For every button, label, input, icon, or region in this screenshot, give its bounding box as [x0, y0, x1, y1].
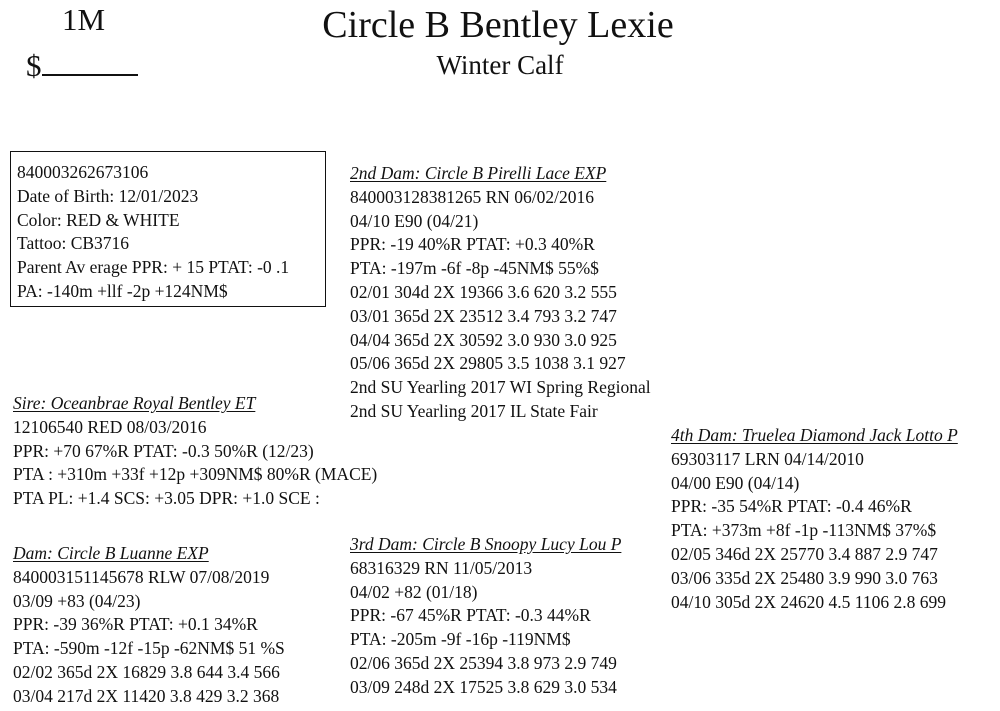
- third-dam-line: 02/06 365d 2X 25394 3.8 973 2.9 749: [350, 652, 617, 673]
- second-dam-heading: 2nd Dam: Circle B Pirelli Lace EXP: [350, 163, 607, 183]
- third-dam-block: [350, 533, 621, 700]
- sire-line: PPR: +70 67%R PTAT: -0.3 50%R (12/23): [13, 440, 314, 461]
- registration-number: 840003262673106: [17, 162, 149, 182]
- fourth-dam-line: 04/10 305d 2X 24620 4.5 1106 2.8 699: [671, 591, 946, 612]
- third-dam-line: 68316329 RN 11/05/2013: [350, 557, 533, 578]
- dam-heading: Dam: Circle B Luanne EXP: [13, 543, 209, 563]
- dam-line: 03/09 +83 (04/23): [13, 590, 141, 611]
- third-dam-line: 04/02 +82 (01/18): [350, 581, 478, 602]
- fourth-dam-line: 03/06 335d 2X 25480 3.9 990 3.0 763: [671, 567, 938, 588]
- sire-line: 12106540 RED 08/03/2016: [13, 416, 207, 437]
- dam-line: PPR: -39 36%R PTAT: +0.1 34%R: [13, 614, 258, 635]
- date-of-birth: Date of Birth: 12/01/2023: [17, 185, 199, 206]
- sire-heading: Sire: Oceanbrae Royal Bentley ET: [13, 393, 256, 413]
- price-symbol: $: [26, 48, 42, 83]
- second-dam-line: PTA: -197m -6f -8p -45NM$ 55%$: [350, 258, 599, 279]
- second-dam-line: 840003128381265 RN 06/02/2016: [350, 186, 595, 207]
- second-dam-line: PPR: -19 40%R PTAT: +0.3 40%R: [350, 234, 595, 255]
- fourth-dam-line: PPR: -35 54%R PTAT: -0.4 46%R: [671, 496, 912, 517]
- second-dam-award: 2nd SU Yearling 2017 WI Spring Regional: [350, 377, 651, 398]
- dam-block: [13, 542, 285, 709]
- second-dam-line: 04/04 365d 2X 30592 3.0 930 3.0 925: [350, 329, 617, 350]
- sire-line: PTA PL: +1.4 SCS: +3.05 DPR: +1.0 SCE :: [13, 488, 320, 509]
- second-dam-block: [350, 162, 651, 424]
- sire-block: [13, 392, 377, 511]
- color: Color: RED & WHITE: [17, 209, 180, 230]
- second-dam-line: 02/01 304d 2X 19366 3.6 620 3.2 555: [350, 281, 617, 302]
- sire-line: PTA : +310m +33f +12p +309NM$ 80%R (MACE): [13, 464, 378, 485]
- fourth-dam-line: PTA: +373m +8f -1p -113NM$ 37%$: [671, 520, 937, 541]
- third-dam-line: 03/09 248d 2X 17525 3.8 629 3.0 534: [350, 676, 617, 697]
- parent-average-ppr: Parent Av erage PPR: + 15 PTAT: -0 .1: [17, 257, 290, 278]
- fourth-dam-block: [671, 424, 958, 614]
- fourth-dam-line: 02/05 346d 2X 25770 3.4 887 2.9 747: [671, 543, 938, 564]
- second-dam-line: 05/06 365d 2X 29805 3.5 1038 3.1 927: [350, 353, 626, 374]
- dam-line: 03/04 217d 2X 11420 3.8 429 3.2 368: [13, 685, 280, 706]
- fourth-dam-line: 69303117 LRN 04/14/2010: [671, 448, 864, 469]
- dam-line: PTA: -590m -12f -15p -62NM$ 51 %S: [13, 638, 285, 659]
- tattoo: Tattoo: CB3716: [17, 233, 130, 254]
- animal-class: Winter Calf: [436, 50, 564, 80]
- parent-average-pa: PA: -140m +llf -2p +124NM$: [17, 280, 228, 301]
- fourth-dam-line: 04/00 E90 (04/14): [671, 472, 800, 493]
- third-dam-line: PPR: -67 45%R PTAT: -0.3 44%R: [350, 605, 591, 626]
- second-dam-award: 2nd SU Yearling 2017 IL State Fair: [350, 400, 598, 421]
- second-dam-line: 03/01 365d 2X 23512 3.4 793 3.2 747: [350, 305, 617, 326]
- fourth-dam-heading: 4th Dam: Truelea Diamond Jack Lotto P: [671, 425, 958, 445]
- lot-number: 1M: [62, 2, 106, 37]
- animal-info-box: [10, 151, 326, 307]
- animal-name: Circle B Bentley Lexie: [322, 4, 674, 46]
- dam-line: 840003151145678 RLW 07/08/2019: [13, 566, 270, 587]
- third-dam-line: PTA: -205m -9f -16p -119NM$: [350, 629, 571, 650]
- page-title: [0, 3, 1000, 81]
- dam-line: 02/02 365d 2X 16829 3.8 644 3.4 566: [13, 661, 280, 682]
- second-dam-line: 04/10 E90 (04/21): [350, 210, 479, 231]
- third-dam-heading: 3rd Dam: Circle B Snoopy Lucy Lou P: [350, 534, 622, 554]
